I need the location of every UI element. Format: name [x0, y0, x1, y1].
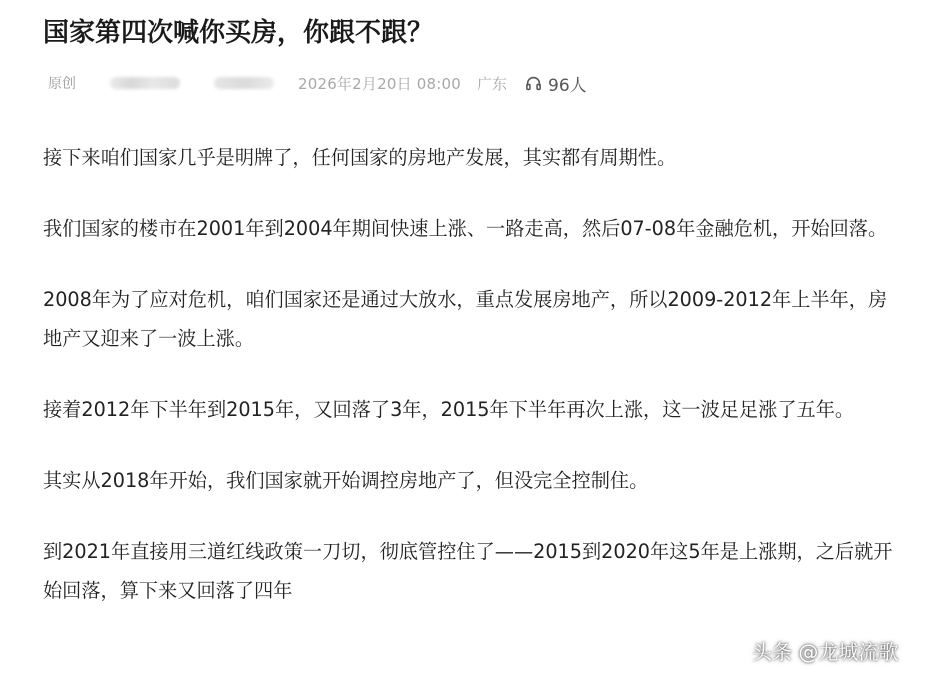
listen-button[interactable]	[525, 71, 587, 96]
paragraph: 2008年为了应对危机，咱们国家还是通过大放水，重点发展房地产，所以2009-2012年上半年，房地产又迎来了一波上涨。	[43, 288, 888, 350]
article-meta	[48, 70, 587, 96]
platform-watermark: 头条 @龙城流歌	[752, 639, 899, 664]
publish-date: 2026年2月20日 08:00	[298, 74, 462, 93]
author-extra-blurred	[214, 77, 274, 89]
paragraph: 到2021年直接用三道红线政策一刀切，彻底管控住了——2015到2020年这5年是上涨期，之后就开始回落，算下来又回落了四年	[43, 540, 893, 602]
headphone-icon	[525, 75, 542, 92]
location: 广东	[477, 74, 508, 93]
listen-count: 96人	[548, 75, 587, 96]
article-body	[43, 138, 903, 642]
original-label: 原创	[48, 76, 76, 92]
paragraph: 接下来咱们国家几乎是明牌了，任何国家的房地产发展，其实都有周期性。	[43, 146, 677, 169]
paragraph: 我们国家的楼市在2001年到2004年期间快速上涨、一路走高，然后07-08年金融危机，开始回落。	[43, 217, 888, 240]
article-title: 国家第四次喊你买房，你跟不跟？	[43, 18, 434, 48]
paragraph: 接着2012年下半年到2015年，又回落了3年，2015年下半年再次上涨，这一波足足涨了五年。	[43, 398, 855, 421]
paragraph: 其实从2018年开始，我们国家就开始调控房地产了，但没完全控制住。	[43, 469, 649, 492]
author-name-blurred[interactable]	[110, 77, 180, 89]
